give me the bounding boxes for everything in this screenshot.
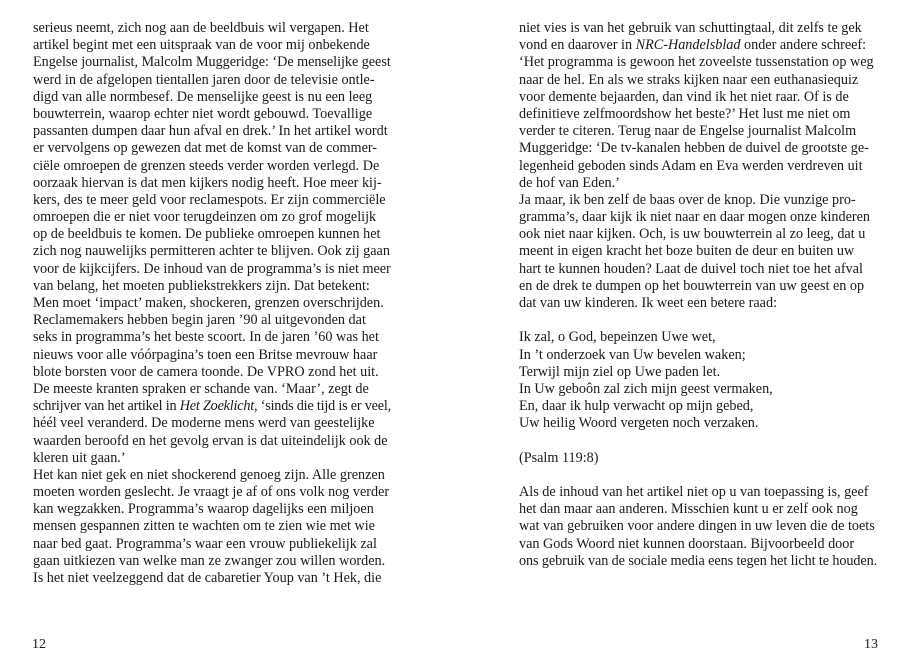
right-page-text	[519, 20, 877, 570]
text-line: meent in eigen kracht het boze buiten de deur en buiten uw	[519, 243, 855, 260]
text-line: naar de hel. En als we straks kijken naar een euthanasiequiz	[519, 71, 859, 88]
page-number-left: 12	[32, 637, 46, 652]
text-line: kan wegzakken. Programma’s waarop dagelijks een miljoen	[33, 501, 374, 518]
text-line: vond en daarover in NRC-Handelsblad onder andere schreef:	[519, 37, 867, 54]
verse-line: In Uw geboôn zal zich mijn geest vermaken,	[519, 380, 773, 397]
verse-line: In ’t onderzoek van Uw bevelen waken;	[519, 346, 746, 363]
text-line: Is het niet veelzeggend dat de cabaretier Youp van ’t Hek, die	[33, 570, 382, 586]
text-line: artikel begint met een uitspraak van de voor mij onbekende	[33, 37, 370, 54]
text-line: digd van alle normbesef. De menselijke geest is nu een leeg	[33, 88, 373, 105]
text-line: passanten dumpen daar hun afval en drek.’ In het artikel wordt	[33, 123, 388, 140]
text-line: werd in de afgelopen tientallen jaren door de televisie ontle-	[33, 71, 375, 88]
text-line: Ja maar, ik ben zelf de baas over de knop. Die vunzige pro-	[519, 191, 856, 208]
text-line: ons gebruik van de sociale media eens tegen het licht te houden.	[519, 552, 878, 569]
text-line: wat van gebruiken voor andere dingen in uw leven die de toets	[519, 518, 875, 535]
text-line: voor de kijkcijfers. De inhoud van de programma’s is niet meer	[33, 260, 391, 277]
text-line: Muggeridge: ‘De tv-kanalen hebben de duivel de grootste ge-	[519, 140, 869, 157]
text-line: op de beeldbuis te komen. De publieke omroepen kunnen het	[33, 226, 381, 243]
verse-line: En, daar ik hulp verwacht op mijn gebed,	[519, 398, 754, 415]
verse-line: Ik zal, o God, bepeinzen Uwe wet,	[519, 329, 716, 346]
text-line: verder te citeren. Terug naar de Engelse journalist Malcolm	[519, 123, 857, 140]
publication-title: Het Zoeklicht	[179, 398, 255, 415]
text-line: omroepen die er niet voor terugdeinzen om zo grof mogelijk	[33, 209, 377, 226]
text-line: van Gods Woord niet kunnen doorstaan. Bijvoorbeeld door	[519, 535, 855, 552]
text-line: ook niet naar kijken. Och, is uw bouwterrein al zo leeg, dat u	[519, 226, 866, 243]
paragraph-gap	[519, 433, 877, 450]
text-line: dat van uw kinderen. Ik weet een betere raad:	[519, 295, 778, 311]
verse-line: Terwijl mijn ziel op Uwe paden let.	[519, 363, 721, 380]
text-line: legenheid geboden sinds Adam en Eva werden verdreven uit	[519, 157, 863, 174]
text-line: van belang, het moeten publiekstrekkers zijn. Dat betekent:	[33, 277, 370, 294]
text-line: blote borsten voor de camera toonde. De VPRO zond het uit.	[33, 363, 379, 380]
text-line: mensen gespannen zitten te wachten om te zien wie met wie	[33, 518, 375, 535]
text-line: het dan maar aan anderen. Misschien kunt u er zelf ook nog	[519, 501, 858, 518]
text-line: schrijver van het artikel in Het Zoeklicht, ‘sinds die tijd is er veel,	[33, 398, 391, 415]
text-line: voor demente bejaarden, dan vind ik het niet raar. Of is de	[519, 88, 849, 105]
psalm-citation: (Psalm 119:8)	[519, 449, 599, 466]
text-line: naar bed gaat. Programma’s waar een vrouw publiekelijk zal	[33, 535, 377, 552]
text-line: oorzaak hiervan is dat men kijkers nodig heeft. Hoe meer kij-	[33, 174, 382, 191]
text-line: hart te kunnen houden? Laat de duivel toch niet toe het afval	[519, 260, 863, 277]
text-line: de hof van Eden.’	[519, 174, 620, 191]
text-line: ‘Het programma is gewoon het zoveelste tussenstation op weg	[519, 54, 874, 71]
text-line: Het kan niet gek en niet shockerend genoeg zijn. Alle grenzen	[33, 466, 385, 483]
text-line: waarden beroofd en het gevolg ervan is dat uiteindelijk ook de	[33, 432, 388, 449]
psalm-verse	[519, 329, 877, 432]
text-line: Engelse journalist, Malcolm Muggeridge: ‘De menselijke geest	[33, 54, 391, 71]
text-line: De meeste kranten spraken er schande van. ‘Maar’, zegt de	[33, 380, 369, 397]
text-line: definitieve zelfmoordshow het beste?’ Het lust me niet om	[519, 105, 851, 122]
paragraph-gap	[519, 467, 877, 484]
text-line: niet vies is van het gebruik van schuttingtaal, dit zelfs te gek	[519, 20, 862, 36]
left-page-text	[33, 20, 391, 587]
text-line: moeten worden geslecht. Je vraagt je af of ons volk nog verder	[33, 484, 390, 501]
paragraph-gap	[519, 312, 877, 329]
page-number-right: 13	[864, 637, 878, 652]
text-line: nieuws voor alle vóórpagina’s toen een Britse mevrouw haar	[33, 346, 378, 363]
text-line: héél veel veranderd. De moderne mens werd van geestelijke	[33, 415, 375, 432]
text-line: seks in programma’s het beste scoort. In de jaren ’60 was het	[33, 329, 379, 346]
text-line: zich nog nauwelijks permitteren achter te blijven. Ook zij gaan	[33, 243, 390, 260]
text-line: en de drek te dumpen op het bouwterrein van uw geest en op	[519, 277, 865, 294]
text-line: kers, des te meer geld voor reclamespots. Er zijn commerciële	[33, 191, 386, 208]
text-line: kleren uit gaan.’	[33, 449, 126, 466]
text-line: Reclamemakers hebben begin jaren ’90 al uitgevonden dat	[33, 312, 366, 329]
text-line: bouwterrein, waarop echter niet wordt gebouwd. Toevallige	[33, 105, 373, 122]
text-line: Als de inhoud van het artikel niet op u van toepassing is, geef	[519, 484, 869, 501]
text-line: serieus neemt, zich nog aan de beeldbuis wil vergapen. Het	[33, 20, 369, 36]
text-line: ciële omroepen de grenzen steeds verder worden verlegd. De	[33, 157, 380, 174]
text-line: gaan uitkiezen van welke man ze zwanger zou willen worden.	[33, 552, 386, 569]
text-line: gramma’s, daar kijk ik niet naar en daar mogen onze kinderen	[519, 209, 871, 226]
text-line: er vervolgens op gewezen dat met de komst van de commer-	[33, 140, 378, 157]
verse-line: Uw heilig Woord vergeten noch verzaken.	[519, 415, 759, 432]
publication-title: NRC-Handelsblad	[635, 37, 741, 54]
text-line: Men moet ‘impact’ maken, shockeren, grenzen overschrijden.	[33, 295, 384, 311]
